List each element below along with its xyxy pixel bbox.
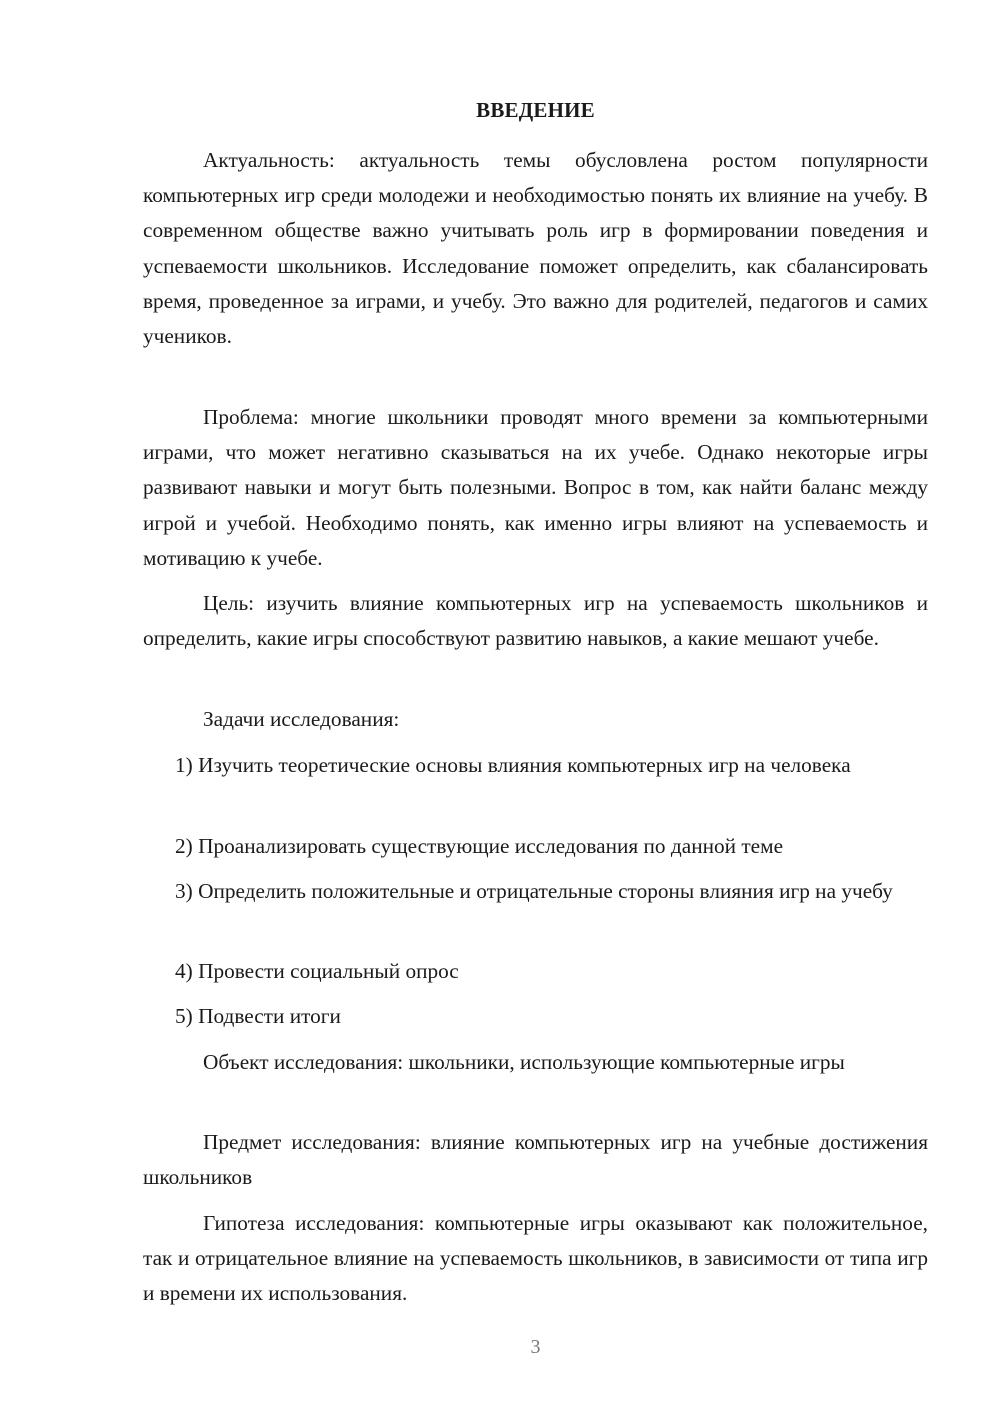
task-item-1: 1) Изучить теоретические основы влияния компьютерных игр на человека bbox=[175, 753, 851, 777]
paragraph-problem: Проблема: многие школьники проводят много времени за компьютерными играми, что может негативно сказываться на их учебе. Однако некоторые игры развивают навыки и могут быть полезными. Вопрос в том, как найти баланс между игрой и учебой. Необходимо понять, как именно игры влияют на успеваемость и мотивацию к учебе. bbox=[143, 405, 928, 570]
paragraph-hypothesis: Гипотеза исследования: компьютерные игры оказывают как положительное, так и отрицательное влияние на успеваемость школьников, в зависимости от типа игр и времени их использования. bbox=[143, 1211, 928, 1306]
paragraph-relevance: Актуальность: актуальность темы обусловлена ростом популярности компьютерных игр среди молодежи и необходимостью понять их влияние на учебу. В современном обществе важно учитывать роль игр в формировании поведения и успеваемости школьников. Исследование поможет определить, как сбалансировать время, проведенное за играми, и учебу. Это важно для родителей, педагогов и самих учеников. bbox=[143, 148, 928, 349]
paragraph-object: Объект исследования: школьники, использующие компьютерные игры bbox=[203, 1050, 845, 1074]
task-item-3: 3) Определить положительные и отрицательные стороны влияния игр на учебу bbox=[175, 879, 893, 903]
task-item-2: 2) Проанализировать существующие исследования по данной теме bbox=[175, 834, 784, 858]
paragraph-tasks-heading: Задачи исследования: bbox=[203, 707, 400, 731]
document-page bbox=[143, 0, 928, 1414]
page-number: 3 bbox=[530, 1336, 541, 1358]
task-item-4: 4) Провести социальный опрос bbox=[175, 959, 459, 983]
paragraph-subject: Предмет исследования: влияние компьютерных игр на учебные достижения школьников bbox=[143, 1130, 928, 1190]
page-title: ВВЕДЕНИЕ bbox=[476, 98, 595, 122]
task-item-5: 5) Подвести итоги bbox=[175, 1004, 341, 1028]
paragraph-goal: Цель: изучить влияние компьютерных игр на успеваемость школьников и определить, какие игры способствуют развитию навыков, а какие мешают учебе. bbox=[143, 591, 928, 651]
